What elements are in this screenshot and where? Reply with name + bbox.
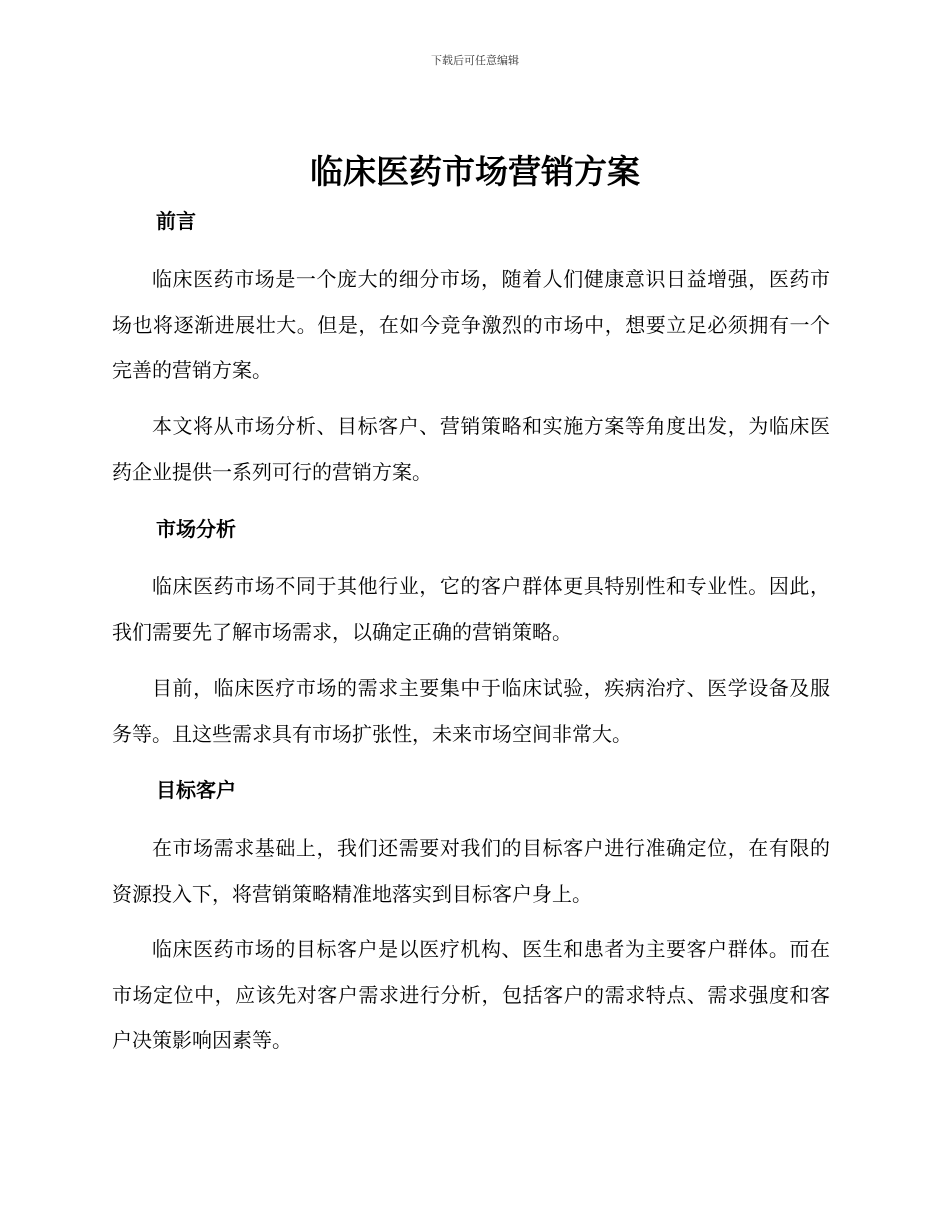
paragraph: 临床医药市场的目标客户是以医疗机构、医生和患者为主要客户群体。而在市场定位中，应该先对客户需求进行分析，包括客户的需求特点、需求强度和客户决策影响因素等。 [112,937,830,1052]
section-heading-target-customers: 目标客户 [156,778,236,802]
paragraph: 目前，临床医疗市场的需求主要集中于临床试验，疾病治疗、医学设备及服务等。且这些需求具有市场扩张性，未来市场空间非常大。 [112,676,830,746]
paragraph: 临床医药市场是一个庞大的细分市场，随着人们健康意识日益增强，医药市场也将逐渐进展壮大。但是，在如今竞争激烈的市场中，想要立足必须拥有一个完善的营销方案。 [112,267,830,382]
paragraph: 临床医药市场不同于其他行业，它的客户群体更具特别性和专业性。因此，我们需要先了解市场需求，以确定正确的营销策略。 [112,574,830,644]
section-heading-preface: 前言 [156,209,196,233]
section-heading-market-analysis: 市场分析 [156,517,236,541]
paragraph: 在市场需求基础上，我们还需要对我们的目标客户进行准确定位，在有限的资源投入下，将营销策略精准地落实到目标客户身上。 [112,836,830,906]
header-note: 下载后可任意编辑 [431,54,519,67]
paragraph: 本文将从市场分析、目标客户、营销策略和实施方案等角度出发，为临床医药企业提供一系列可行的营销方案。 [112,414,830,484]
document-title: 临床医药市场营销方案 [310,152,640,191]
